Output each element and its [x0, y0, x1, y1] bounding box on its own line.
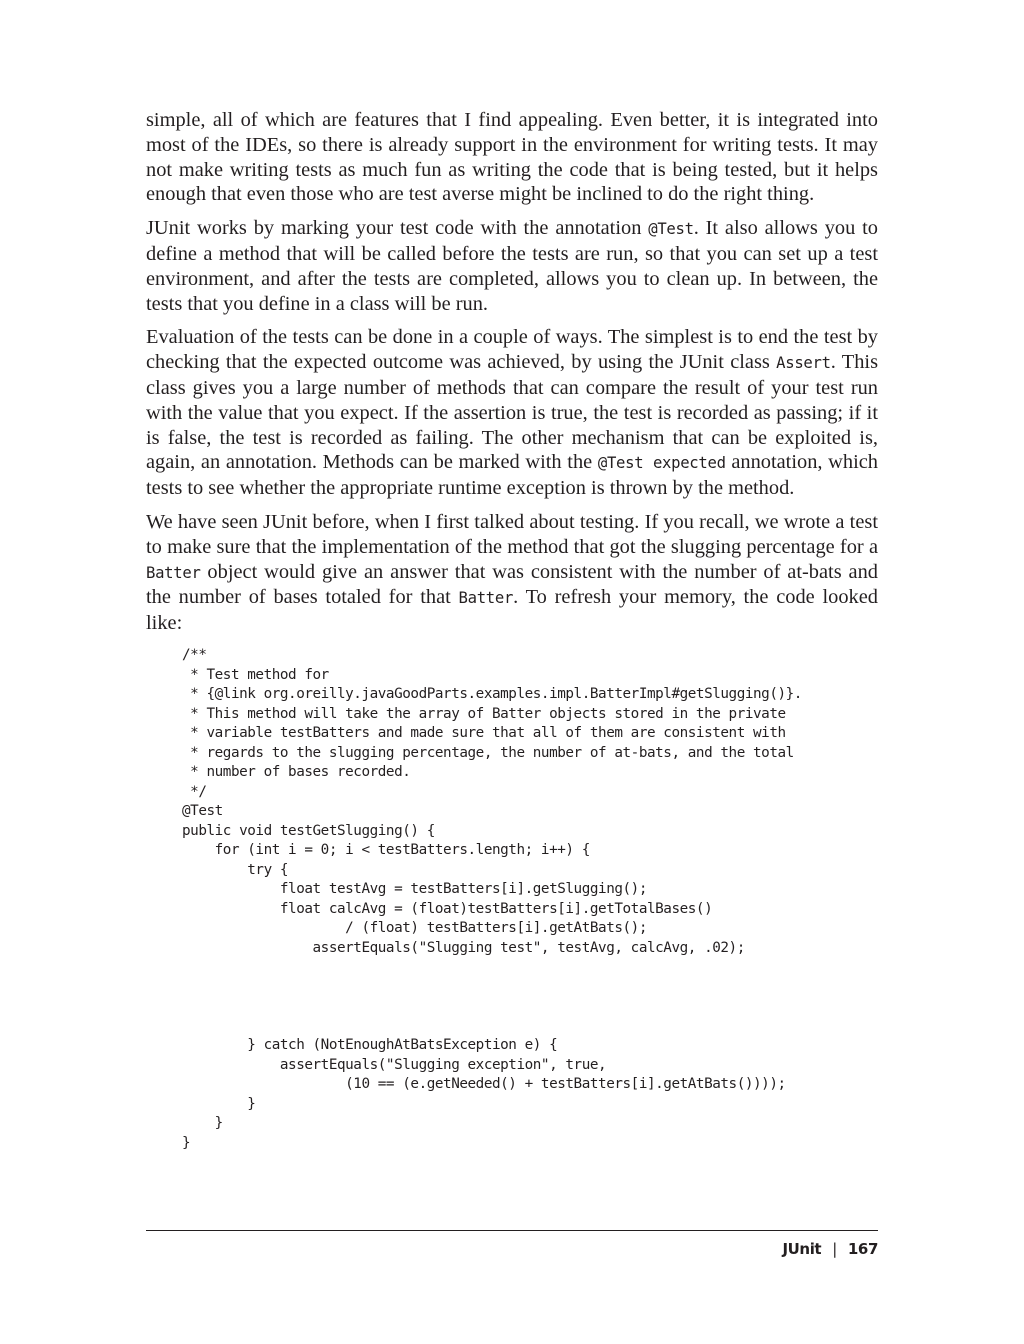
code-listing: [182, 646, 802, 1153]
code-line: * {@link org.oreilly.javaGoodParts.examples.impl.BatterImpl#getSlugging()}.: [182, 686, 802, 702]
code-line: * This method will take the array of Batter objects stored in the private: [182, 705, 786, 722]
code-line: * Test method for: [182, 666, 329, 683]
text-run: . This class gives you a large number of methods that can compare the result of your test run with the value that you expect. If the assertion is true, the test is recorded as passing; if it is false, the test is recorded as failing. The other mechanism that can be exploited is, again, an annotation. Methods can be marked with the: [146, 351, 879, 474]
text-run: JUnit works by marking your test code with the annotation: [146, 217, 649, 240]
inline-code: @Test expected: [597, 454, 726, 473]
code-line: }: [182, 1134, 191, 1151]
code-line: /**: [182, 647, 207, 663]
paragraph-2: [146, 216, 878, 316]
paragraph-1: [146, 108, 878, 207]
code-line: / (float) testBatters[i].getAtBats();: [182, 920, 647, 936]
page-number: 167: [847, 1240, 878, 1258]
code-line: @Test: [182, 803, 223, 819]
code-line: [182, 958, 802, 978]
code-line: }: [182, 1115, 223, 1131]
inline-code: Batter: [458, 589, 514, 608]
code-line: float calcAvg = (float)testBatters[i].getTotalBases(): [182, 900, 713, 917]
text-run: . It also allows you to define a method that will be called before the tests are run, so that you can set up a test environment, and after the tests are completed, allows you to clean up. In between, the tests that you define in a class will be run.: [146, 217, 878, 315]
inline-code: @Test: [648, 220, 694, 239]
text-run: simple, all of which are features that I find appealing. Even better, it is integrated into most of the IDEs, so there is already support in the environment for writing tests. It may not make writing tests as much fun as writing the code that is being tested, but it helps enough that even those who are test averse might be inclined to do the right thing.: [146, 109, 878, 206]
code-line: * variable testBatters and made sure that all of them are consistent with: [182, 725, 786, 741]
paragraph-3: [146, 325, 878, 501]
footer-separator: |: [832, 1240, 837, 1258]
body-text: [146, 108, 878, 645]
code-line: }: [182, 1095, 256, 1112]
text-run: . To refresh your memory, the code looked like:: [146, 586, 878, 635]
code-line: float testAvg = testBatters[i].getSlugging();: [182, 881, 647, 897]
code-line: public void testGetSlugging() {: [182, 822, 435, 839]
code-line: (10 == (e.getNeeded() + testBatters[i].getAtBats())));: [182, 1076, 786, 1092]
code-line: [182, 978, 802, 998]
inline-code: Assert: [776, 354, 831, 373]
code-line: assertEquals("Slugging exception", true,: [182, 1056, 607, 1073]
text-run: object would give an answer that was consistent with the number of at-bats and the number of bases totaled for that: [146, 560, 878, 609]
code-line: assertEquals("Slugging test", testAvg, calcAvg, .02);: [182, 939, 745, 956]
running-footer-section: JUnit: [782, 1240, 822, 1258]
code-line: try {: [182, 861, 289, 878]
page-footer: [782, 1240, 878, 1258]
text-run: We have seen JUnit before, when I first talked about testing. If you recall, we wrote a test to make sure that the implementation of the method that got the slugging percentage for a: [146, 510, 878, 558]
code-line: */: [182, 783, 207, 800]
footer-rule: [146, 1230, 878, 1231]
inline-code: Batter: [146, 563, 201, 582]
code-line: } catch (NotEnoughAtBatsException e) {: [182, 1037, 558, 1053]
code-line: [182, 1017, 802, 1037]
code-line: [182, 997, 802, 1017]
paragraph-4: [146, 510, 878, 636]
text-run: Evaluation of the tests can be done in a couple of ways. The simplest is to end the test by checking that the expected outcome was achieved, by using the JUnit class: [146, 326, 878, 374]
code-line: * regards to the slugging percentage, the number of at-bats, and the total: [182, 744, 794, 761]
code-line: * number of bases recorded.: [182, 764, 411, 780]
text-run: annotation, which tests to see whether the appropriate runtime exception is thrown by the method.: [146, 451, 878, 500]
code-line: for (int i = 0; i < testBatters.length; i++) {: [182, 842, 590, 858]
